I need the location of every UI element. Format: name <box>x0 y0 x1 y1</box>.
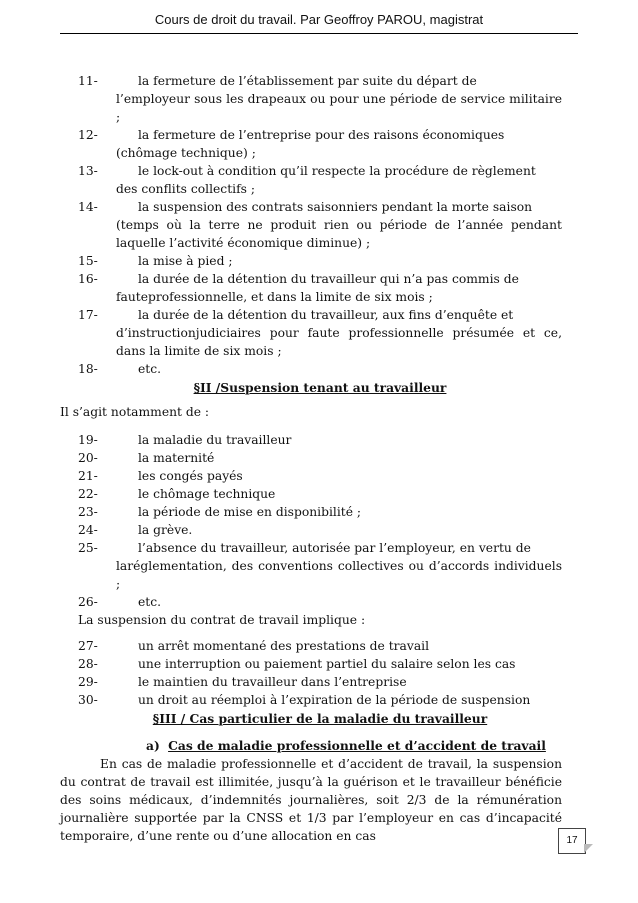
list-item-number: 13- <box>78 164 98 178</box>
subsection-heading <box>78 737 562 755</box>
page-body <box>60 72 562 845</box>
list-item <box>78 539 562 593</box>
list-item-number: 11- <box>78 74 98 88</box>
subsection-paragraph: En cas de maladie professionnelle et d’accident de travail, la suspension du contrat de travail est illimitée, jusqu’à la guérison et le travailleur bénéficie des soins médicaux, d’indemnités journalières, soit 2/3 de la rémunération journalière supportée par la CNSS et 1/3 par l’employeur en cas d’incapacité temporaire, d’une rente ou d’une allocation en cas <box>60 757 562 843</box>
list-suspension-causes-worker <box>78 431 562 611</box>
header-rule <box>60 33 578 34</box>
list-item-text: la maladie du travailleur <box>138 433 292 447</box>
list-item <box>78 673 562 691</box>
page-header: Cours de droit du travail. Par Geoffroy PAROU, magistrat <box>154 12 484 27</box>
list-item-text: un arrêt momentané des prestations de travail <box>138 639 430 653</box>
section-3-heading: §III / Cas particulier de la maladie du travailleur <box>152 711 488 726</box>
list-item-continuation: d’instructionjudiciaires pour faute professionnelle présumée et ce, dans la limite de six mois ; <box>116 326 562 358</box>
list-item <box>78 306 562 360</box>
list-item-text: la fermeture de l’entreprise pour des raisons économiques <box>138 128 505 142</box>
list-item <box>78 449 562 467</box>
list-item <box>78 485 562 503</box>
suspension-intro: La suspension du contrat de travail implique : <box>78 613 366 627</box>
list-item <box>78 72 562 126</box>
list-item-continuation: (temps où la terre ne produit rien ou période de l’année pendant laquelle l’activité économique diminue) ; <box>116 218 562 250</box>
list-item-text: le lock-out à condition qu’il respecte la procédure de règlement <box>138 164 536 178</box>
list-item-number: 14- <box>78 200 98 214</box>
page-corner-decoration <box>584 844 593 853</box>
list-item-line <box>78 306 562 324</box>
list-item-text: la mise à pied ; <box>138 254 233 268</box>
section-2-heading: §II /Suspension tenant au travailleur <box>193 380 447 395</box>
list-item-number: 29- <box>78 675 98 689</box>
section-2-intro: Il s’agit notamment de : <box>60 405 210 419</box>
list-suspension-causes-employer <box>78 72 562 378</box>
list-item-number: 23- <box>78 505 98 519</box>
list-item-number: 16- <box>78 272 98 286</box>
list-item <box>78 593 562 611</box>
list-item <box>78 467 562 485</box>
list-item-line <box>78 360 562 378</box>
list-item-continuation: l’employeur sous les drapeaux ou pour une période de service militaire ; <box>116 92 562 124</box>
list-item <box>78 126 562 162</box>
list-item-continuation: (chômage technique) ; <box>116 146 256 160</box>
list-item-number: 21- <box>78 469 98 483</box>
list-item-line <box>78 539 562 557</box>
list-item-line <box>78 449 562 467</box>
list-item-number: 28- <box>78 657 98 671</box>
list-item-line <box>78 467 562 485</box>
list-item-text: une interruption ou paiement partiel du salaire selon les cas <box>138 657 516 671</box>
list-item-text: l’absence du travailleur, autorisée par l’employeur, en vertu de <box>138 541 531 555</box>
list-item-text: le maintien du travailleur dans l’entreprise <box>138 675 407 689</box>
list-item <box>78 198 562 252</box>
list-item-text: etc. <box>138 595 162 609</box>
list-suspension-effects <box>78 637 562 709</box>
list-item-text: la suspension des contrats saisonniers pendant la morte saison <box>138 200 533 214</box>
list-item-continuation: fauteprofessionnelle, et dans la limite de six mois ; <box>116 290 433 304</box>
list-item <box>78 360 562 378</box>
list-item-line <box>78 72 562 90</box>
list-item-text: etc. <box>138 362 162 376</box>
list-item-line <box>78 162 562 180</box>
page-number: 17 <box>558 828 586 854</box>
list-item <box>78 252 562 270</box>
list-item-line <box>78 593 562 611</box>
list-item-text: un droit au réemploi à l’expiration de la période de suspension <box>138 693 531 707</box>
list-item-continuation: des conflits collectifs ; <box>116 182 255 196</box>
subsection-label: a) <box>146 738 160 753</box>
list-item <box>78 521 562 539</box>
list-item <box>78 637 562 655</box>
list-item-line <box>78 485 562 503</box>
list-item-line <box>78 637 562 655</box>
list-item-number: 12- <box>78 128 98 142</box>
list-item-text: la fermeture de l’établissement par suite du départ de <box>138 74 477 88</box>
list-item-line <box>78 691 562 709</box>
list-item-line <box>78 252 562 270</box>
list-item-line <box>78 521 562 539</box>
list-item-number: 26- <box>78 595 98 609</box>
list-item-text: la période de mise en disponibilité ; <box>138 505 362 519</box>
list-item-line <box>78 673 562 691</box>
list-item-number: 18- <box>78 362 98 376</box>
list-item <box>78 431 562 449</box>
list-item-number: 30- <box>78 693 98 707</box>
list-item <box>78 503 562 521</box>
list-item-number: 19- <box>78 433 98 447</box>
list-item <box>78 691 562 709</box>
list-item-number: 25- <box>78 541 98 555</box>
list-item-text: la maternité <box>138 451 215 465</box>
list-item-line <box>78 655 562 673</box>
list-item-number: 22- <box>78 487 98 501</box>
list-item-number: 24- <box>78 523 98 537</box>
list-item-line <box>78 198 562 216</box>
list-item-text: le chômage technique <box>138 487 276 501</box>
list-item-line <box>78 270 562 288</box>
list-item-line <box>78 431 562 449</box>
list-item-number: 15- <box>78 254 98 268</box>
list-item <box>78 270 562 306</box>
list-item-number: 20- <box>78 451 98 465</box>
list-item-line <box>78 126 562 144</box>
list-item-text: la durée de la détention du travailleur, aux fins d’enquête et <box>138 308 514 322</box>
list-item-number: 27- <box>78 639 98 653</box>
list-item-text: la grève. <box>138 523 193 537</box>
list-item-text: les congés payés <box>138 469 243 483</box>
subsection-title: Cas de maladie professionnelle et d’accident de travail <box>168 738 546 753</box>
list-item-line <box>78 503 562 521</box>
list-item <box>78 162 562 198</box>
list-item <box>78 655 562 673</box>
list-item-number: 17- <box>78 308 98 322</box>
list-item-continuation: laréglementation, des conventions collectives ou d’accords individuels ; <box>116 559 562 591</box>
list-item-text: la durée de la détention du travailleur qui n’a pas commis de <box>138 272 519 286</box>
